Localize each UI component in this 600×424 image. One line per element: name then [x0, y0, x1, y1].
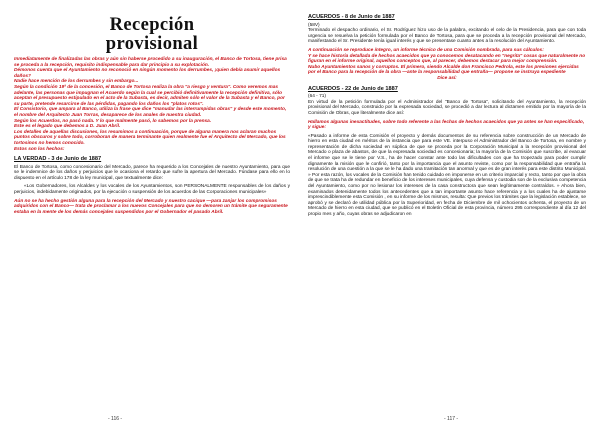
page-number: - 116 - [108, 416, 123, 422]
commentary-paragraph: Aún no se ha hecho gestión alguna para la recepción del Mercado y nuestro cacique —para zanjar los compromisos adquiridos con el Banco— trata de proclamar a los nuevos Concejales para que no demoren un trámite que seguramente estaba en la mente de los demás concejales suspendidos por el Gobernador el pasado Abril. [14, 198, 288, 215]
intro-paragraph: Inmediatamente de finalizadas las obras y aún sin haberse procedido a su inauguración, el Banco de Tortosa, tiene prisa se proceda a la recepción, requisito indispensable para dar principio a su explotación. [14, 57, 287, 68]
intro-paragraph: Este es el legado que debemos a D. Juan Abril. [14, 124, 121, 130]
intro-paragraph: Los detalles de aquellas discusiones, los resumimos a continuación, porque de alguna manera nos aclaran muchos puntos obscuros y sobre todo, corroboran de manera terminante quien realmente fue el Arquitecto del Mercado, que los tortosinos no hemos conocido. [14, 129, 286, 146]
intro-paragraph: Según los Acuerdos, no pasó nada. Y lo que malmente pasó, lo sabemos por la prensa. [14, 118, 212, 124]
intro-paragraph: Démonos cuenta que el Ayuntamiento no reconoció en ningún momento los derrumbes, ¡quien debía asumir aquellos daños? [14, 68, 281, 79]
section-heading: LA VERDAD - 3 de Junio de 1887 [14, 156, 102, 163]
intro-paragraph: Estos son los hechos: [14, 146, 65, 152]
body-paragraph: En virtud de la petición formulada por el Administrador del "Banco de Tortosa", solicitando del Ayuntamiento, la recepción provisional del Mercado, construido por la expresada sociedad, se procedió a dar lectura al dictamen emitido por la mayoría de la Comisión de Obras, que literalmente dice así: [308, 99, 586, 116]
intro-paragraph: Según la condición 19ª de la concesión, el Banco de Tortosa realiza la obra "a riesgo y ventura". Como veremos mas adelante, las personas que impugnan el Acuerdo según la cual se percibió definitivamente la recepción definitiva, sólo aceptan el presupuesto estipulado en el acto de la Subasta, es decir, admiten sólo el valor de la Subasta y el Banco, por su parte, pretende resarcirse de las pérdidas, pagando los daños los "platos rotos". [14, 84, 285, 107]
body-paragraph: El Banco de Tortosa, como concesionario del Mercado, parece ha requerido a los Concejales de nuestro Ayuntamiento, para que se le indemnice de los daños y perjuicios que le ocasiona el retardo que sufre la apertura del Mercado. Fúndase para ello en lo dispuesto en el artículo 178 de la ley municipal, que textualmente dice: [14, 164, 290, 181]
section-heading: ACUERDOS - 22 de Junio de 1887 [308, 85, 398, 92]
body-paragraph: Terminado el despacho ordinario, el Sr. Rodríguez hizo uso de la palabra, excitando el celo de la Presidencia, para que con toda urgencia se resuelva la petición formulada por el Banco de Tortosa, para que se proceda a la recepción provisional del Mercado, manifestando el Sr. Presidente tenía igual interés y que se presentase cuanto antes a la resolución del Ayuntamiento. [308, 28, 586, 45]
commentary-paragraph: Hallamos algunas inexactitudes, sobre todo referente a las fechas de hechos acaecidos que ya antes se han especificado, y sigue: [308, 119, 585, 131]
commentary-paragraph: Dice así: [437, 75, 457, 81]
quoted-law: «Los Gobernadores, los Alcaldes y los vocales de los Ayuntamientos, son PERSONALMENTE responsables de los daños y perjuicios, indebidamente originados, por la ejecución o suspensión de los acuerdos de las Corporaciones municipales» [14, 184, 290, 196]
chapter-title-line2: provisional [105, 34, 199, 54]
right-page [300, 0, 600, 424]
page-number: - 117 - [444, 416, 459, 422]
commentary-paragraph: Y se hace historia detallada de hechos acaecidos que ya conocemos desatacando en "negrita" cosas que naturalmente no figuran en el informe original, aquellos conceptos que, al parecer, debemos destacar para mejor comprensión. [308, 53, 586, 65]
commentary-paragraph: A continuación se reproduce íntegro, un informe técnico de una Comisión nombrada, para sus cálculos: [308, 47, 544, 53]
chapter-title [14, 16, 290, 54]
left-column [14, 14, 290, 410]
intro-paragraph: Nadie hace mención de los derrumbes y sin embargo... [14, 79, 139, 85]
commentary-paragraph: Nubo Ayuntamientos sanos y corruptos. El primero, siendo Alcalde don Francisco Pedrola, este los presiones ejercidas por el Banco para la recepción de la obra —ante la responsabilidad que entraña— propone se instruya expediente [308, 64, 579, 76]
folio-reference: (64 - 71) [308, 94, 326, 100]
chapter-title-line1: Recepción [109, 15, 195, 35]
folio-reference: (58V) [308, 22, 320, 28]
right-column [308, 14, 586, 410]
report-quotation: «Pasado a informe de esta Comisión el proyecto y demás documentos de su referencia sobre construcción de un Mercado de hierro en esta ciudad en méritos de la instancia que para este VE. interpuso el Administrador del Banco de Tortosa, en nombre y representación de dicha sociedad en súplica de que se proceda por la Corporación Municipal a la recepción provisional del Mercado o plaza de abastos, de que la expresada sociedad es concesionaria; la mayoría de la Comisión que suscribe, al evacuar el informe que se le tiene por V.S., ha de hacer constar ante todo las dificultades con que ha tropezado para poder cumplir dignamente la misión que le confirió, tanto por la importancia que el asunto reviste, como por la responsabilidad que entraña la resolución de una cuestión a la que se le ha dado una tramitación tan anormal y que es de gran interés para este distrito Municipal. » Por esta razón, los vocales de la Comisión han tenido cuidado en imponerse en un criterio imparcial y recto, tanto por que la obra de que se trata ha de redundar en beneficio de los intereses municipales, cuya defensa y custodia son de la exclusiva competencia del Ayuntamiento, como por no lesionar los intereses de la casa constructora que sean legítimamente contraídos. » Ahora bien, examinados detenidamente todos los antecedentes que a tan importante asunto hace referencia y a los cuales ha de ajustarse imprescindiblemente esta Comisión , en su informe de los mismos, resulta: Que previos los trámites que la legislación establece, se aprobó y se declaró de utilidad pública por la Superioridad, en fecha de Diciembre de mil ochocientos ochenta, el proyecto de un Mercado de hierro en esta ciudad, que se publicó en el Boletín Oficial de esta provincia, número 295 correspondiente al día 12 del propio mes y año, cuyas obras se adjudicaron en [308, 133, 586, 217]
section-heading: ACUERDOS - 8 de Junio de 1887 [308, 14, 395, 20]
intro-paragraph: El Consistorio, que ampara al Banco, utiliza la frase que dice "manudar las interrumpidas obras" y desde este momento, el nombre del Arquitecto Juan Torras, desaparece de los anales de nuestra ciudad. [14, 107, 287, 118]
